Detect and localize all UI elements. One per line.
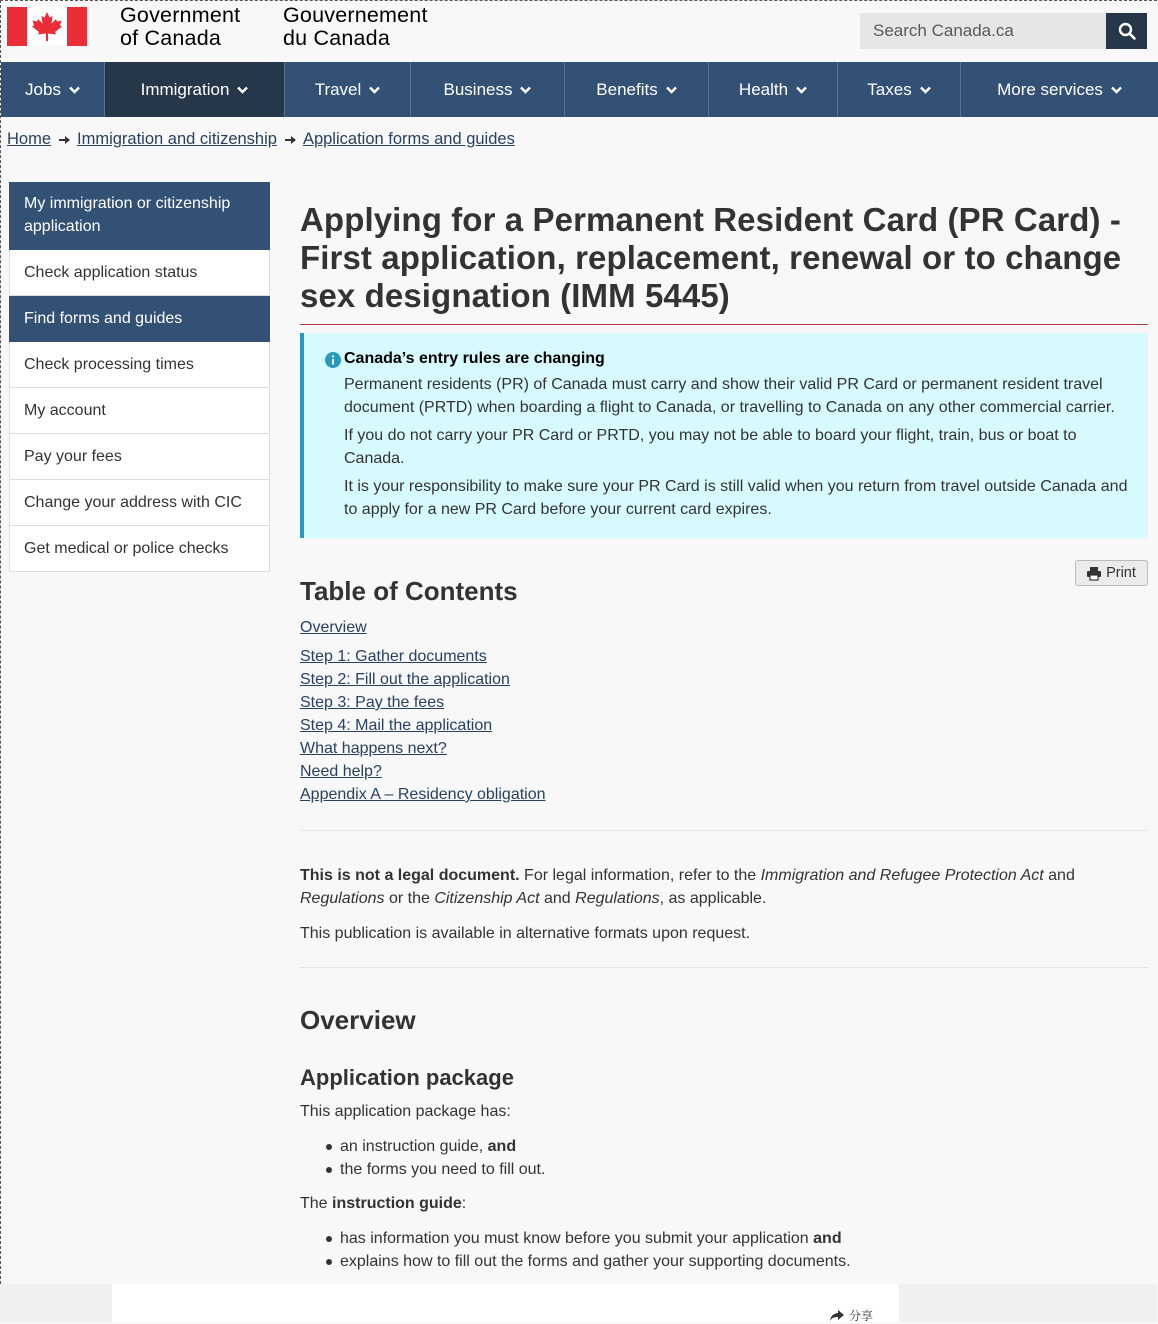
toc-link-appendix-a[interactable]: Appendix A – Residency obligation bbox=[300, 786, 546, 803]
nav-label: Health bbox=[738, 79, 789, 99]
nav-label: Business bbox=[443, 79, 513, 99]
alert-paragraph-2: If you do not carry your PR Card or PRTD, you may not be able to board your flight, train, bus or boat to Canada. bbox=[344, 427, 1077, 467]
legal-paragraph bbox=[300, 864, 1148, 910]
chevron-down-icon bbox=[1111, 86, 1122, 94]
nav-more-services[interactable] bbox=[961, 62, 1158, 117]
list-item-text: has information you must know before you submit your application bbox=[340, 1230, 814, 1247]
signature-fr-line1: Gouvernement bbox=[283, 3, 428, 27]
toc-link-step-1[interactable]: Step 1: Gather documents bbox=[300, 648, 487, 665]
toc-link-what-next[interactable]: What happens next? bbox=[300, 740, 447, 757]
nav-health[interactable] bbox=[709, 62, 838, 117]
search-icon bbox=[1118, 22, 1136, 40]
chevron-down-icon bbox=[666, 86, 677, 94]
breadcrumb-immigration[interactable]: Immigration and citizenship bbox=[77, 130, 277, 148]
guide-list bbox=[300, 1227, 1148, 1273]
legal-text: and bbox=[1043, 867, 1075, 884]
nav-label: Benefits bbox=[596, 79, 658, 99]
toc-link-step-4[interactable]: Step 4: Mail the application bbox=[300, 717, 493, 734]
breadcrumb-home[interactable]: Home bbox=[7, 130, 52, 148]
printer-icon bbox=[1087, 567, 1101, 580]
info-icon bbox=[325, 352, 341, 368]
sidebar-item-pay-fees[interactable]: Pay your fees bbox=[9, 434, 270, 480]
canada-flag-logo[interactable] bbox=[7, 7, 87, 46]
nav-business[interactable] bbox=[411, 62, 565, 117]
guide-intro-text: The bbox=[300, 1195, 333, 1212]
signature-french bbox=[283, 4, 428, 50]
nav-jobs[interactable] bbox=[1, 62, 105, 117]
section-sidebar bbox=[9, 182, 270, 572]
share-label: 分享 bbox=[849, 1309, 874, 1323]
entry-rules-alert bbox=[300, 333, 1148, 538]
list-item bbox=[326, 1158, 1148, 1181]
guide-intro-text: : bbox=[461, 1195, 467, 1212]
arrow-right-icon bbox=[59, 135, 71, 145]
sidebar-item-processing-times[interactable]: Check processing times bbox=[9, 342, 270, 388]
main-menu bbox=[1, 62, 1158, 117]
nav-immigration[interactable] bbox=[105, 62, 285, 117]
toc-title: Table of Contents bbox=[300, 576, 518, 606]
list-item bbox=[326, 1250, 1148, 1273]
package-list bbox=[300, 1135, 1148, 1181]
chevron-down-icon bbox=[369, 86, 380, 94]
toc-link-step-2[interactable]: Step 2: Fill out the application bbox=[300, 671, 510, 688]
breadcrumb-forms-guides[interactable]: Application forms and guides bbox=[302, 130, 515, 148]
list-item bbox=[326, 1135, 1148, 1158]
nav-label: Travel bbox=[314, 79, 362, 99]
chevron-down-icon bbox=[69, 86, 80, 94]
arrow-right-icon bbox=[285, 135, 297, 145]
nav-label: Taxes bbox=[867, 79, 912, 99]
legal-act-name: Regulations bbox=[300, 890, 385, 907]
signature-english bbox=[120, 4, 240, 50]
legal-act-name: Regulations bbox=[575, 890, 660, 907]
list-item-text: explains how to fill out the forms and gather your supporting documents. bbox=[340, 1253, 851, 1270]
package-intro: This application package has: bbox=[300, 1103, 511, 1120]
guide-intro-bold: instruction guide bbox=[332, 1195, 462, 1212]
chevron-down-icon bbox=[796, 86, 807, 94]
legal-text: and bbox=[539, 890, 576, 907]
list-item-text: an instruction guide, bbox=[340, 1138, 488, 1155]
list-item bbox=[326, 1227, 1148, 1250]
alert-paragraph-1: Permanent residents (PR) of Canada must carry and show their valid PR Card or permanent resident travel document (PRTD) when boarding a flight to Canada, or travelling to Canada on any other commercial carrier. bbox=[344, 376, 1115, 416]
alternative-formats-note: This publication is available in alternative formats upon request. bbox=[300, 925, 751, 942]
overview-heading: Overview bbox=[300, 1005, 416, 1035]
list-item-text: the forms you need to fill out. bbox=[340, 1161, 546, 1178]
application-package-heading: Application package bbox=[300, 1065, 514, 1090]
chevron-down-icon bbox=[520, 86, 531, 94]
bottom-overlay-panel bbox=[112, 1284, 899, 1322]
print-button[interactable] bbox=[1075, 560, 1148, 586]
section-divider bbox=[300, 967, 1148, 968]
search-button[interactable] bbox=[1106, 13, 1147, 49]
breadcrumb bbox=[1, 117, 1158, 162]
nav-label: More services bbox=[997, 79, 1103, 99]
alert-heading: Canada’s entry rules are changing bbox=[344, 350, 605, 367]
page-title: Applying for a Permanent Resident Card (PR Card) - First application, replacement, renewal or to change sex designation (IMM 5445) bbox=[300, 201, 1148, 325]
sidebar-item-my-account[interactable]: My account bbox=[9, 388, 270, 434]
nav-travel[interactable] bbox=[285, 62, 411, 117]
search-input[interactable] bbox=[860, 13, 1106, 49]
share-button[interactable] bbox=[829, 1307, 873, 1324]
sidebar-item-find-forms[interactable]: Find forms and guides bbox=[9, 296, 270, 342]
signature-en-line1: Government bbox=[120, 3, 241, 27]
toc-link-overview[interactable]: Overview bbox=[300, 619, 367, 636]
table-of-contents bbox=[300, 616, 1148, 806]
nav-benefits[interactable] bbox=[565, 62, 709, 117]
nav-label: Immigration bbox=[140, 79, 230, 99]
sidebar-item-medical-police[interactable]: Get medical or police checks bbox=[9, 526, 270, 572]
nav-label: Jobs bbox=[25, 79, 61, 99]
sidebar-item-check-status[interactable]: Check application status bbox=[9, 250, 270, 296]
main-content bbox=[300, 201, 1148, 1293]
toc-link-step-3[interactable]: Step 3: Pay the fees bbox=[300, 694, 445, 711]
sidebar-heading[interactable]: My immigration or citizenship application bbox=[9, 182, 270, 250]
legal-text: For legal information, refer to the bbox=[519, 867, 761, 884]
legal-text: , as applicable. bbox=[659, 890, 767, 907]
legal-act-name: Citizenship Act bbox=[434, 890, 540, 907]
chevron-down-icon bbox=[920, 86, 931, 94]
signature-fr-line2: du Canada bbox=[283, 26, 391, 50]
section-divider bbox=[300, 830, 1148, 831]
nav-taxes[interactable] bbox=[838, 62, 961, 117]
alert-paragraph-3: It is your responsibility to make sure your PR Card is still valid when you return from travel outside Canada and to apply for a new PR Card before your current card expires. bbox=[344, 478, 1128, 518]
legal-bold: This is not a legal document. bbox=[300, 867, 520, 884]
chevron-down-icon bbox=[237, 86, 248, 94]
search-form bbox=[860, 13, 1147, 49]
toc-link-need-help[interactable]: Need help? bbox=[300, 763, 382, 780]
sidebar-item-change-address[interactable]: Change your address with CIC bbox=[9, 480, 270, 526]
print-label: Print bbox=[1106, 565, 1136, 581]
list-item-bold: and bbox=[487, 1138, 517, 1155]
legal-text: or the bbox=[384, 890, 435, 907]
guide-intro bbox=[300, 1192, 1148, 1215]
list-item-bold: and bbox=[813, 1230, 842, 1247]
legal-notice bbox=[300, 864, 1148, 945]
site-header bbox=[1, 1, 1157, 62]
signature-en-line2: of Canada bbox=[120, 26, 222, 50]
legal-act-name: Immigration and Refugee Protection Act bbox=[760, 867, 1044, 884]
share-icon bbox=[829, 1310, 845, 1322]
